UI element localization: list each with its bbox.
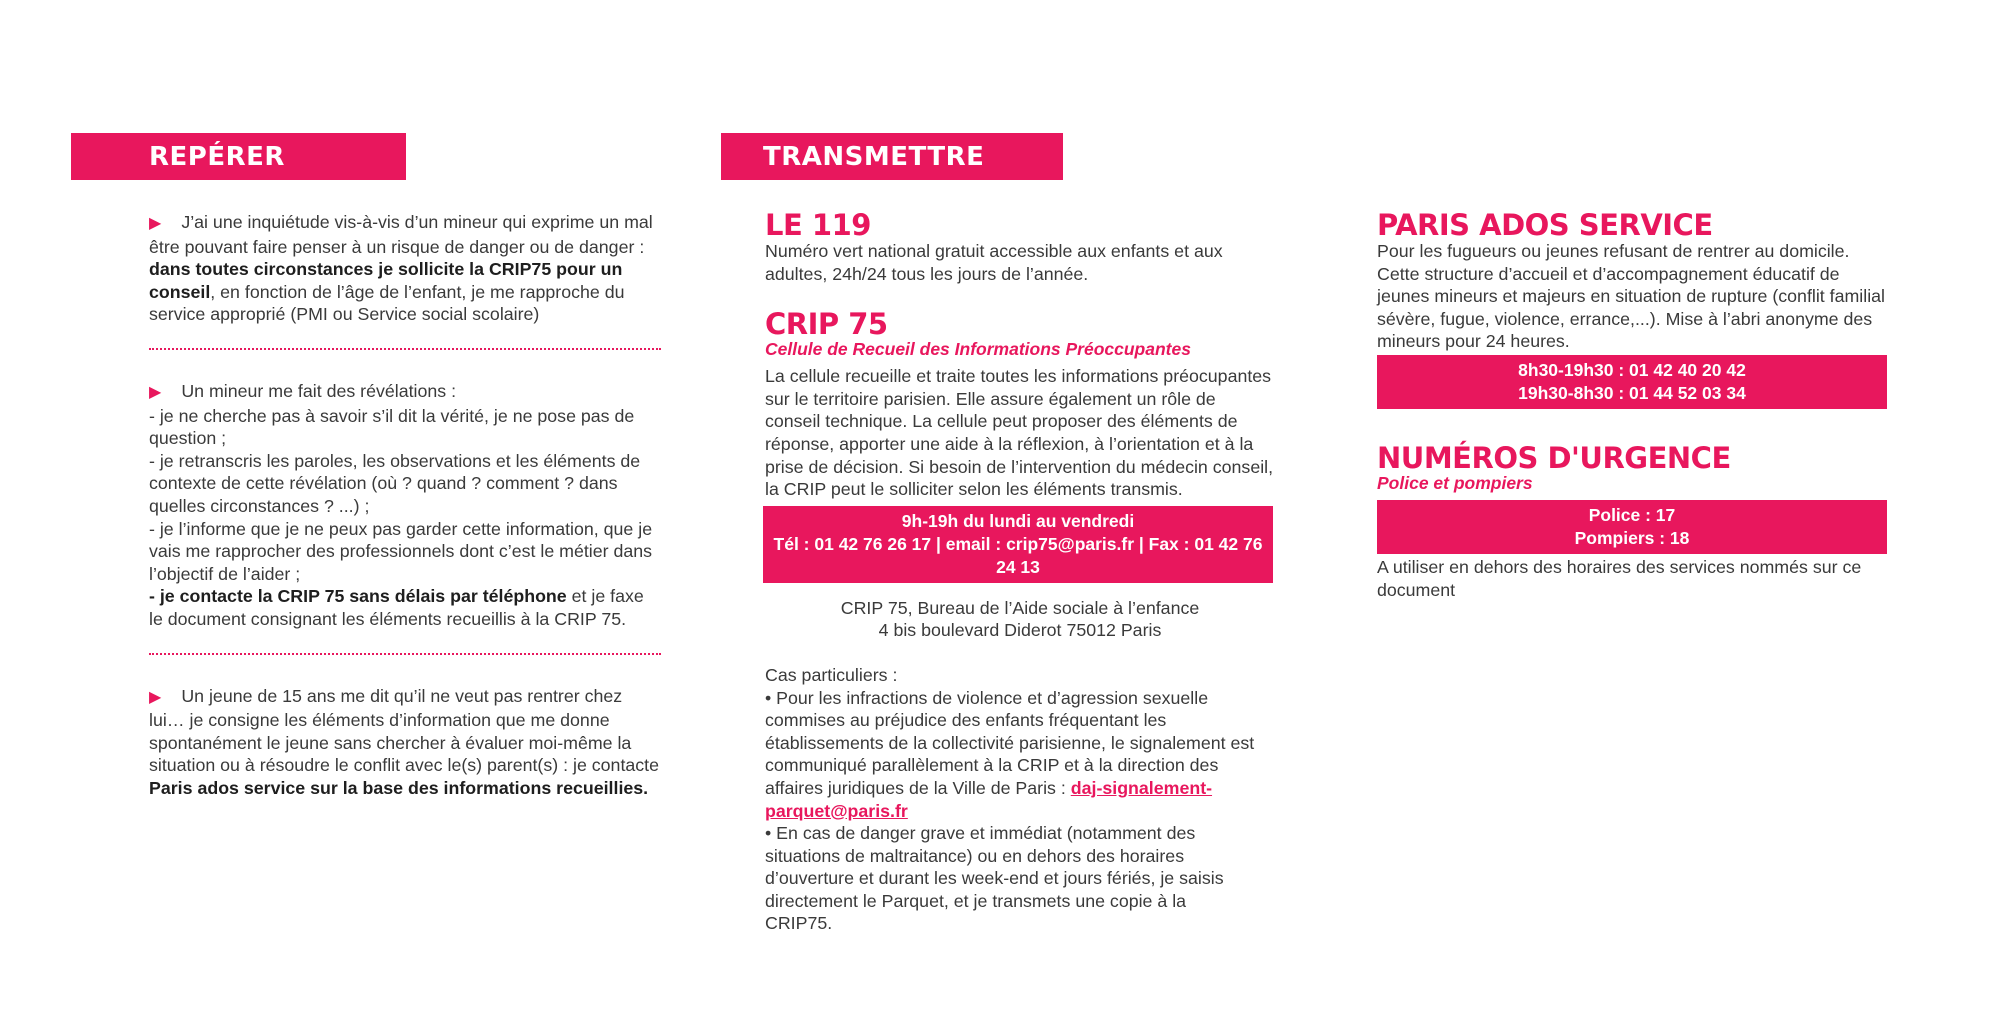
item-line: et je faxe le document consignant les éléments recueillis à la CRIP 75. [149,586,644,629]
item-text: Un jeune de 15 ans me dit qu’il ne veut pas rentrer chez lui… je consigne les éléments d’information que me donne spontanément le jeune sans chercher à évaluer moi-même la situation ou à résoudre le conflit avec le(s) parent(s) : je contacte [149,685,659,776]
dotted-divider [149,348,661,350]
section-header-label: REPÉRER [149,142,285,172]
contact-details: Tél : 01 42 76 26 17 | email : crip75@paris.fr | Fax : 01 42 76 24 13 [773,533,1263,577]
item-bold-text: dans toutes circonstances je sollicite la CRIP75 pour un conseil [149,259,623,302]
crip75-address [765,597,1275,642]
section-text-119: Numéro vert national gratuit accessible aux enfants et aux adultes, 24h/24 tous les jours de l’année. [765,241,1223,284]
section-title-paris-ados: PARIS ADOS SERVICE [1377,208,1713,242]
contact-line: Police : 17 [1588,504,1676,525]
item-line: - je ne cherche pas à savoir s’il dit la vérité, je ne pose pas de question ; [149,405,635,449]
crip75-contact-box [763,506,1273,583]
triangle-bullet-icon: ▶ [149,383,162,401]
item-bold-text: - je contacte la CRIP 75 sans délais par téléphone [149,586,567,607]
section-title-urgence: NUMÉROS D'URGENCE [1377,440,1731,475]
email-link-daj[interactable]: daj-signalement-parquet@paris.fr [765,777,1213,821]
cas-item: • En cas de danger grave et immédiat (notamment des situations de maltraitance) ou en dehors des horaires d’ouverture et durant les week-end et jours fériés, je saisis directement le Parquet, et je transmets une copie à la CRIP75. [765,823,1224,934]
paris-ados-contact-box [1377,355,1887,409]
item-line: - je retranscris les paroles, les observations et les éléments de contexte de cette révélation (où ? quand ? comment ? dans quelles circonstances ? ...) ; [149,450,641,516]
item-text: , en fonction de l’âge de l’enfant, je me rapproche du service approprié (PMI ou Service social scolaire) [149,281,625,325]
dotted-divider [149,653,661,655]
section-text-paris-ados: Pour les fugueurs ou jeunes refusant de rentrer au domicile. Cette structure d’accueil et d’accompagnement éducatif de jeunes mineurs et majeurs en situation de rupture (conflit familial sévère, fugue, violence, errance,...). Mise à l’abri anonyme des mineurs pour 24 heures. [1377,241,1885,352]
reperer-item-3 [149,685,661,800]
section-subtitle-crip75: Cellule de Recueil des Informations Préoccupantes [765,339,1191,360]
urgence-contact-box [1377,500,1887,554]
triangle-bullet-icon: ▶ [149,688,162,706]
reperer-column [149,211,661,799]
triangle-bullet-icon: ▶ [149,215,162,232]
section-header-transmettre [721,133,1063,180]
contact-line: Pompiers : 18 [1574,527,1690,548]
section-title-119: LE 119 [765,208,871,242]
section-text-urgence: A utiliser en dehors des horaires des services nommés sur ce document [1377,556,1862,600]
section-text-crip75: La cellule recueille et traite toutes les informations préocupantes sur le territoire parisien. Elle assure également un rôle de conseil technique. La cellule peut proposer des éléments de réponse, apporter une aide à la réflexion, à l’orientation et à la prise de décision. Si besoin de l’intervention du médecin conseil, la CRIP peut le solliciter selon les éléments transmis. [765,366,1274,500]
section-header-label: TRANSMETTRE [763,142,985,172]
address-line: CRIP 75, Bureau de l’Aide sociale à l’enfance [840,597,1200,618]
address-line: 4 bis boulevard Diderot 75012 Paris [878,620,1162,641]
right-column [1377,210,1889,601]
reperer-item-1 [149,211,661,326]
cas-item: • Pour les infractions de violence et d’agression sexuelle commises au préjudice des enfants fréquentant les établissements de la collectivité parisienne, le signalement est communiqué parallèlement à la CRIP et à la direction des affaires juridiques de la Ville de Paris : [765,687,1255,798]
contact-line: 8h30-19h30 : 01 42 40 20 42 [1518,359,1746,380]
transmettre-column [765,210,1275,935]
cas-title: Cas particuliers : [765,664,898,685]
section-header-reperer [71,133,406,180]
item-intro: Un mineur me fait des révélations : [181,380,457,401]
cas-particuliers [765,664,1255,935]
item-line: - je l’informe que je ne peux pas garder cette information, que je vais me rapprocher des professionnels dont c’est le métier dans l’objectif de l’aider ; [149,518,653,584]
reperer-item-2 [149,380,661,631]
section-title-crip75: CRIP 75 [765,307,888,342]
contact-line: 19h30-8h30 : 01 44 52 03 34 [1518,382,1746,403]
item-text: J’ai une inquiétude vis-à-vis d’un mineur qui exprime un mal être pouvant faire penser à un risque de danger ou de danger : [149,212,653,257]
contact-hours: 9h-19h du lundi au vendredi [901,510,1135,531]
section-subtitle-urgence: Police et pompiers [1377,472,1533,493]
item-bold-text: Paris ados service sur la base des informations recueillies. [149,777,649,798]
